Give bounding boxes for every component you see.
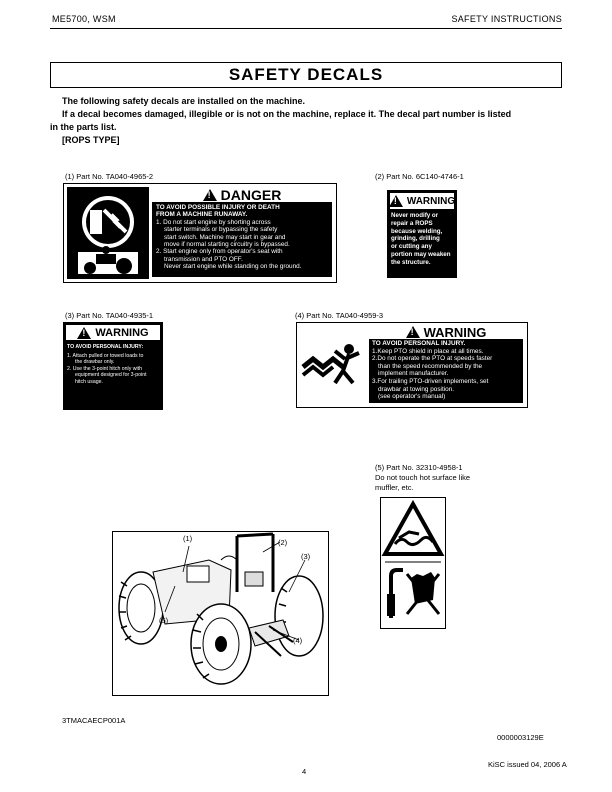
decal-1-line: transmission and PTO OFF. bbox=[164, 255, 243, 263]
decal-4-line: TO AVOID PERSONAL INJURY. bbox=[372, 340, 466, 347]
decal-3-line: 2. Use the 3-point hitch only with bbox=[67, 365, 142, 372]
decal-3-line: 1. Attach pulled or towed loads to bbox=[67, 352, 144, 359]
decal-1-line: 2. Start engine only from operator's seat with bbox=[156, 248, 283, 256]
rops-type-label: [ROPS TYPE] bbox=[62, 135, 120, 145]
page-title: SAFETY DECALS bbox=[50, 62, 562, 88]
header-rule bbox=[50, 28, 562, 29]
decal-1-pictogram bbox=[67, 187, 149, 279]
alert-triangle-icon bbox=[77, 327, 91, 339]
decal-1-body bbox=[152, 187, 332, 277]
alert-triangle-icon bbox=[406, 326, 420, 338]
decal-2 bbox=[387, 190, 457, 278]
pto-entanglement-icon bbox=[299, 337, 367, 393]
intro-line-1: The following safety decals are installed on the machine. bbox=[62, 96, 306, 106]
intro-line-3: in the parts list. bbox=[50, 122, 117, 132]
runaway-icon bbox=[68, 188, 148, 278]
callout-2: (2) bbox=[278, 538, 288, 547]
decal-4-line: drawbar at towing position. bbox=[378, 385, 455, 393]
decal-5-description-1: Do not touch hot surface like bbox=[375, 473, 471, 482]
decal-4-line: 2.Do not operate the PTO at speeds faster bbox=[372, 355, 493, 363]
hot-surface-icon bbox=[381, 498, 445, 628]
figure-code: 3TMACAECP001A bbox=[62, 716, 126, 725]
decal-3-line: TO AVOID PERSONAL INJURY: bbox=[67, 344, 144, 350]
decal-1-line: start switch. Machine may start in gear and bbox=[164, 233, 286, 241]
decal-1-line: Never start engine while standing on the ground. bbox=[164, 263, 302, 271]
decal-3-caption: (3) Part No. TA040-4935-1 bbox=[65, 311, 154, 320]
decal-2-line: grinding, drilling bbox=[391, 235, 440, 243]
decal-1 bbox=[63, 183, 337, 283]
header-right: SAFETY INSTRUCTIONS bbox=[451, 14, 562, 24]
decal-4-line: (see operator's manual) bbox=[378, 393, 446, 401]
decal-2-caption: (2) Part No. 6C140-4746-1 bbox=[375, 172, 464, 181]
decal-4 bbox=[296, 322, 528, 408]
decal-1-line: move if normal starting circuitry is bypassed. bbox=[164, 241, 290, 249]
decal-1-signal-panel bbox=[152, 187, 332, 202]
decal-1-caption: (1) Part No. TA040-4965-2 bbox=[65, 172, 154, 181]
page-number: 4 bbox=[302, 767, 307, 776]
decal-5-description-2: muffler, etc. bbox=[375, 483, 414, 492]
decal-1-line: TO AVOID POSSIBLE INJURY OR DEATH bbox=[156, 204, 280, 211]
intro-line-2: If a decal becomes damaged, illegible or is not on the machine, replace it. The decal part number is listed bbox=[62, 109, 512, 119]
issue-info: KiSC issued 04, 2006 A bbox=[488, 760, 567, 769]
decal-4-body bbox=[369, 325, 523, 403]
alert-triangle-icon bbox=[203, 189, 217, 201]
decal-1-line: starter terminals or bypassing the safety bbox=[164, 226, 278, 234]
decal-3-line: equipment designed for 3-point bbox=[75, 372, 147, 379]
callout-4: (4) bbox=[293, 636, 303, 645]
decal-4-line: than the speed recommended by the bbox=[378, 362, 483, 370]
decal-2-line: repair a ROPS bbox=[391, 219, 433, 227]
decal-2-signal-panel bbox=[390, 193, 454, 209]
header-left: ME5700, WSM bbox=[52, 14, 116, 24]
decal-4-caption: (4) Part No. TA040-4959-3 bbox=[295, 311, 384, 320]
decal-2-line: portion may weaken bbox=[391, 250, 451, 258]
decal-2-line: Never modify or bbox=[391, 212, 439, 219]
decal-4-signal-word: WARNING bbox=[423, 324, 487, 340]
decal-1-line: FROM A MACHINE RUNAWAY. bbox=[156, 211, 248, 219]
decal-4-line: implement manufacturer. bbox=[378, 370, 449, 378]
alert-triangle-icon bbox=[389, 195, 403, 207]
decal-1-line: 1. Do not start engine by shorting across bbox=[156, 218, 271, 226]
decal-3-line: hitch usage. bbox=[75, 378, 103, 385]
tractor-diagram bbox=[112, 531, 329, 696]
decal-1-signal-word: DANGER bbox=[220, 186, 282, 203]
decal-2-line: or cutting any bbox=[391, 243, 432, 251]
callout-1: (1) bbox=[183, 534, 193, 543]
decal-2-line: because welding, bbox=[391, 227, 443, 235]
decal-5-caption: (5) Part No. 32310-4958-1 bbox=[375, 463, 463, 472]
decal-5 bbox=[380, 497, 446, 629]
decal-3-signal-panel bbox=[66, 325, 160, 340]
document-code: 0000003129E bbox=[497, 733, 544, 742]
tractor-illustration bbox=[113, 532, 328, 695]
callout-5: (5) bbox=[159, 616, 169, 625]
decal-3-signal-word: WARNING bbox=[95, 326, 149, 339]
callout-3: (3) bbox=[301, 552, 311, 561]
decal-4-line: 1.Keep PTO shield in place at all times. bbox=[372, 347, 484, 355]
decal-2-signal-word: WARNING bbox=[406, 195, 456, 207]
decal-3 bbox=[63, 322, 163, 410]
decal-3-line: the drawbar only. bbox=[75, 359, 115, 366]
decal-2-line: the structure. bbox=[391, 258, 431, 266]
decal-4-line: 3.For trailing PTO-driven implements, set bbox=[372, 377, 489, 385]
decal-4-signal-panel bbox=[369, 325, 523, 339]
decal-4-pictogram bbox=[299, 337, 367, 393]
